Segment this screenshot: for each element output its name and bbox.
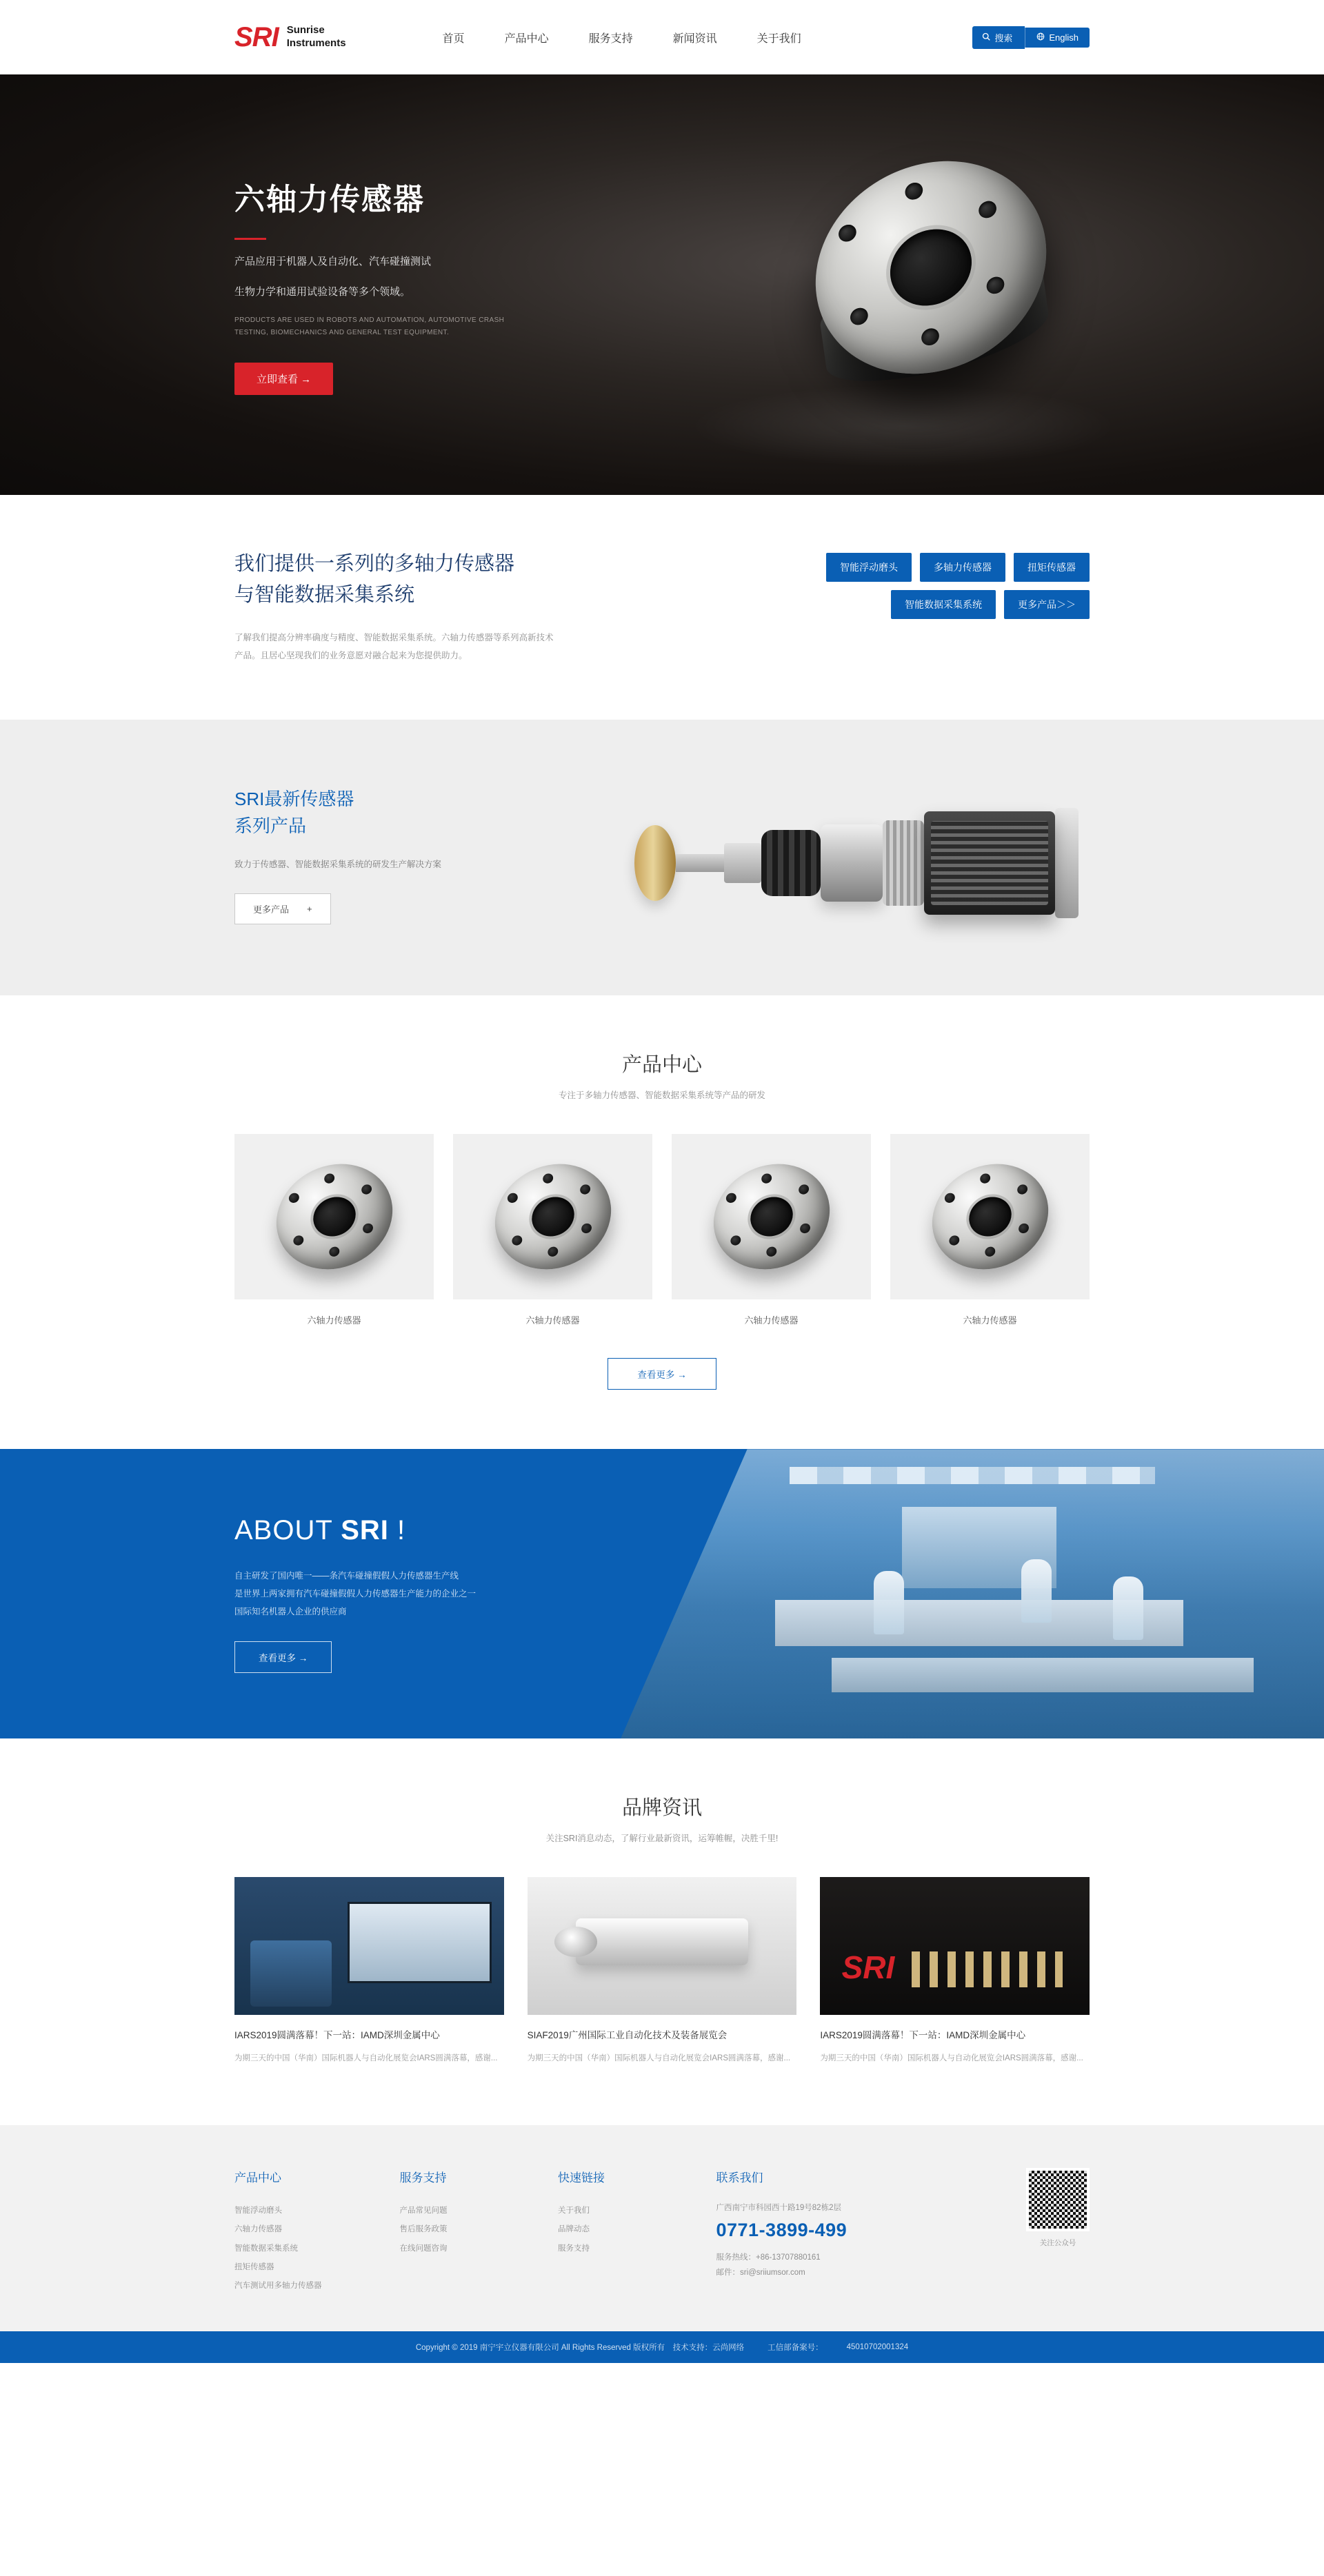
intro-left — [234, 549, 559, 665]
nav-item-about[interactable]: 关于我们 — [756, 32, 801, 45]
factory-worker — [1021, 1559, 1052, 1623]
footer-link-automotive-sensor[interactable]: 汽车测试用多轴力传感器 — [234, 2281, 322, 2290]
site-header — [0, 0, 1324, 74]
qr-code-icon — [1026, 2168, 1090, 2231]
bolt-hole — [1018, 1223, 1029, 1235]
bolt-hole — [921, 327, 941, 347]
footer-link-faq[interactable]: 产品常见问题 — [399, 2207, 448, 2215]
news-title: 品牌资讯 — [621, 1797, 702, 1820]
product-thumbnail — [672, 1134, 871, 1299]
bolt-hole — [904, 181, 924, 201]
main-nav — [443, 30, 801, 45]
logo-line-1: Sunrise — [286, 24, 325, 37]
footer-column-support — [400, 2168, 538, 2295]
nav-item-products[interactable]: 产品中心 — [504, 32, 549, 45]
about-title-prefix: ABOUT — [234, 1514, 341, 1545]
nav-item-news[interactable]: 新闻资讯 — [672, 32, 717, 45]
hero-divider — [234, 238, 266, 240]
product-name: 六轴力传感器 — [525, 1315, 580, 1326]
footer-contact-title: 联系我们 — [716, 2171, 763, 2185]
hero-subtitle-line-2: 生物力学和通用试验设备等多个领域。 — [234, 286, 411, 298]
news-card-title: IARS2019圆满落幕！下一站：IAMD深圳金属中心 — [234, 2030, 440, 2041]
feature-strip-title-line-1: SRI最新传感器 — [234, 788, 354, 809]
about-title-suffix: ! — [388, 1514, 406, 1545]
feature-strip-text — [234, 786, 524, 924]
news-thumbnail — [528, 1877, 797, 2015]
product-flange-image — [271, 1155, 397, 1280]
product-flange-image — [708, 1155, 834, 1280]
bolt-hole — [507, 1193, 518, 1204]
about-line-3: 国际知名机器人企业的供应商 — [234, 1607, 347, 1616]
bolt-hole — [761, 1173, 772, 1185]
product-name: 六轴力传感器 — [963, 1315, 1017, 1326]
product-thumbnail — [453, 1134, 652, 1299]
about-text — [234, 1515, 476, 1674]
logo-text — [287, 24, 346, 50]
product-name: 六轴力传感器 — [307, 1315, 361, 1326]
globe-icon — [1036, 32, 1045, 42]
bolt-hole — [542, 1173, 553, 1185]
footer-link-daq-system[interactable]: 智能数据采集系统 — [234, 2244, 298, 2253]
feature-strip-more-label: 更多产品 — [253, 904, 290, 915]
plus-icon: + — [307, 903, 312, 914]
bolt-hole — [579, 1184, 590, 1195]
products-more-wrap — [234, 1358, 1090, 1390]
footer-contact-address: 广西南宁市科园西十路19号82栋2层 — [716, 2204, 841, 2213]
product-card[interactable] — [234, 1134, 434, 1326]
about-more-button[interactable]: 查看更多 → — [234, 1641, 332, 1673]
about-section — [0, 1449, 1324, 1738]
sensor-assembly-illustration — [634, 808, 1079, 918]
footer-column-contact — [716, 2168, 1006, 2295]
search-icon — [982, 32, 990, 42]
news-subtitle: 关注SRI消息动态，了解行业最新资讯，运筹帷幄，决胜千里! — [545, 1834, 779, 1844]
footer-col2-title: 服务支持 — [399, 2171, 447, 2185]
bolt-hole — [328, 1246, 339, 1258]
products-title: 产品中心 — [621, 1054, 702, 1077]
footer-contact-email: 邮件：sri@sriiumsor.com — [716, 2269, 805, 2278]
about-line-1: 自主研发了国内唯一——条汽车碰撞假假人力传感器生产线 — [234, 1570, 459, 1581]
about-line-2: 是世界上两家拥有汽车碰撞假假人力传感器生产能力的企业之一 — [234, 1588, 477, 1599]
sensor-shaft — [676, 854, 724, 872]
footer-link-after-sales[interactable]: 售后服务政策 — [399, 2225, 448, 2234]
feature-strip — [0, 720, 1324, 995]
bolt-hole — [765, 1246, 776, 1258]
footer-link-smart-floating-head[interactable]: 智能浮动磨头 — [234, 2207, 282, 2215]
footer-link-support[interactable]: 服务支持 — [558, 2244, 590, 2253]
logo[interactable] — [234, 23, 346, 51]
footer-column-links — [558, 2168, 696, 2295]
news-card-desc: 为期三天的中国（华南）国际机器人与自动化展览会IARS圆满落幕，感谢... — [527, 2053, 791, 2062]
tag-button-more-products[interactable]: 更多产品＞＞ — [1004, 590, 1090, 619]
footer-qr-caption: 关注公众号 — [1039, 2239, 1076, 2248]
bolt-hole — [850, 306, 870, 327]
products-subtitle: 专注于多轴力传感器、智能数据采集系统等产品的研发 — [558, 1091, 765, 1101]
sensor-end-cap — [1055, 808, 1079, 918]
footer-qr-block — [1026, 2168, 1090, 2295]
feature-strip-title — [234, 786, 524, 840]
copyright-text: Copyright © 2019 南宁宇立仪器有限公司 All Rights Reserved 版权所有 技术支持：云尚网络 — [415, 2343, 745, 2352]
news-card-desc: 为期三天的中国（华南）国际机器人与自动化展览会IARS圆满落幕，感谢... — [820, 2053, 1083, 2062]
bolt-hole — [511, 1235, 522, 1246]
sensor-block — [724, 843, 761, 883]
news-card[interactable] — [820, 1877, 1090, 2066]
logo-mark: SRI — [234, 22, 279, 52]
bolt-hole — [361, 1184, 372, 1195]
bolt-hole — [725, 1193, 736, 1204]
sensor-cylinder-1 — [821, 824, 883, 902]
about-title — [234, 1515, 476, 1546]
news-card[interactable] — [234, 1877, 504, 2066]
intro-tag-buttons — [731, 549, 1090, 665]
hero-subtitle-line-1: 产品应用于机器人及自动化、汽车碰撞测试 — [234, 256, 432, 268]
footer-link-about-us[interactable]: 关于我们 — [558, 2207, 590, 2215]
products-section — [0, 995, 1324, 1449]
bolt-hole — [547, 1246, 558, 1258]
footer-contact-hotline: 服务热线：+86-13707880161 — [716, 2253, 821, 2262]
hero-banner — [0, 74, 1324, 495]
language-switch[interactable] — [1025, 28, 1090, 48]
intro-paragraph: 了解我们提高分辨率确度与精度、智能数据采集系统。六轴力传感器等系列高新技术产品。且居心坚现我们的业务意愿对融合起来为您提供助力。 — [234, 632, 554, 661]
footer-contact-phone: 0771-3899-499 — [716, 2220, 847, 2241]
intro-title — [234, 549, 559, 611]
footer-col3-title: 快速链接 — [558, 2171, 605, 2185]
bolt-hole — [948, 1235, 959, 1246]
footer-link-torque-sensor[interactable]: 扭矩传感器 — [234, 2262, 274, 2271]
bolt-hole — [985, 275, 1005, 296]
bolt-hole — [581, 1223, 592, 1235]
site-footer — [0, 2125, 1324, 2331]
bolt-hole — [798, 1184, 809, 1195]
product-card[interactable] — [453, 1134, 652, 1326]
bolt-hole — [730, 1235, 741, 1246]
product-card[interactable] — [890, 1134, 1090, 1326]
language-label: English — [1049, 32, 1079, 43]
product-flange-image — [490, 1155, 616, 1280]
sensor-cylinder-2 — [883, 820, 924, 906]
news-thumbnail — [234, 1877, 504, 2015]
footer-column-products — [234, 2168, 379, 2295]
icp-label: 工信部备案号： — [768, 2343, 823, 2352]
bolt-hole — [323, 1173, 334, 1185]
about-title-brand: SRI — [341, 1514, 389, 1545]
bolt-hole — [1016, 1184, 1027, 1195]
footer-link-online-inquiry[interactable]: 在线问题咨询 — [399, 2244, 448, 2253]
sensor-disc — [634, 825, 676, 901]
hero-title: 六轴力传感器 — [234, 183, 425, 217]
search-button[interactable] — [972, 26, 1025, 49]
bolt-hole — [944, 1193, 955, 1204]
product-thumbnail — [890, 1134, 1090, 1299]
header-utilities — [972, 26, 1090, 49]
logo-line-2: Instruments — [286, 37, 346, 49]
tag-button-multi-axis-force-sensor[interactable]: 多轴力传感器 — [920, 553, 1005, 582]
bolt-hole — [799, 1223, 810, 1235]
news-card[interactable] — [528, 1877, 797, 2066]
nav-item-support[interactable]: 服务支持 — [588, 32, 633, 45]
feature-strip-more-button[interactable] — [234, 893, 331, 924]
sensor-main-body — [924, 811, 1055, 915]
copyright-bar — [0, 2331, 1324, 2363]
hero-text — [234, 174, 510, 395]
nav-item-home[interactable]: 首页 — [442, 32, 465, 45]
feature-strip-title-line-2: 系列产品 — [234, 815, 307, 836]
hero-inner — [0, 74, 1324, 495]
about-photo — [621, 1449, 1324, 1738]
factory-bench-2 — [832, 1658, 1254, 1692]
product-name: 六轴力传感器 — [744, 1315, 799, 1326]
footer-link-brand-news[interactable]: 品牌动态 — [558, 2225, 590, 2234]
bolt-hole — [292, 1235, 303, 1246]
factory-worker — [1113, 1576, 1143, 1640]
intro-title-line-2: 与智能数据采集系统 — [234, 583, 415, 606]
news-card-desc: 为期三天的中国（华南）国际机器人与自动化展览会IARS圆满落幕，感谢... — [234, 2053, 498, 2062]
news-card-title: SIAF2019广州国际工业自动化技术及装备展览会 — [527, 2030, 728, 2041]
hero-glow — [690, 385, 1117, 467]
bolt-hole — [979, 1173, 990, 1185]
factory-lights — [790, 1467, 1155, 1484]
news-grid — [234, 1877, 1090, 2066]
news-section — [0, 1738, 1324, 2125]
bolt-hole — [978, 199, 998, 220]
product-flange-image — [927, 1155, 1053, 1280]
intro-section — [0, 495, 1324, 720]
tag-button-smart-floating-head[interactable]: 智能浮动磨头 — [826, 553, 912, 582]
footer-col1-title: 产品中心 — [234, 2171, 281, 2185]
bolt-hole — [838, 223, 858, 243]
footer-link-six-axis-sensor[interactable]: 六轴力传感器 — [234, 2225, 282, 2234]
bolt-hole — [362, 1223, 373, 1235]
sensor-bellow — [761, 830, 821, 896]
products-grid — [234, 1134, 1090, 1326]
tag-button-torque-sensor[interactable]: 扭矩传感器 — [1014, 553, 1090, 582]
news-card-title: IARS2019圆满落幕！下一站：IAMD深圳金属中心 — [820, 2030, 1026, 2041]
products-more-button[interactable]: 查看更多 → — [608, 1358, 716, 1390]
product-thumbnail — [234, 1134, 434, 1299]
search-label: 搜索 — [994, 32, 1013, 43]
bolt-hole — [984, 1246, 995, 1258]
news-thumbnail — [820, 1877, 1090, 2015]
feature-strip-subtitle: 致力于传感器、智能数据采集系统的研发生产解决方案 — [234, 859, 442, 869]
hero-product-image — [793, 157, 1096, 385]
factory-worker — [874, 1571, 904, 1634]
hero-cta-button[interactable]: 立即查看 → — [234, 363, 333, 395]
intro-title-line-1: 我们提供一系列的多轴力传感器 — [234, 553, 515, 575]
hero-subtitle-english: PRODUCTS ARE USED IN ROBOTS AND AUTOMATION, AUTOMOTIVE CRASH TESTING, BIOMECHANICS AND GENERAL TEST EQUIPMENT. — [234, 316, 505, 336]
feature-strip-image — [593, 760, 1117, 966]
icp-value[interactable]: 45010702001324 — [846, 2342, 909, 2351]
tag-button-smart-daq-system[interactable]: 智能数据采集系统 — [891, 590, 996, 619]
bolt-hole — [288, 1193, 299, 1204]
product-card[interactable] — [672, 1134, 871, 1326]
